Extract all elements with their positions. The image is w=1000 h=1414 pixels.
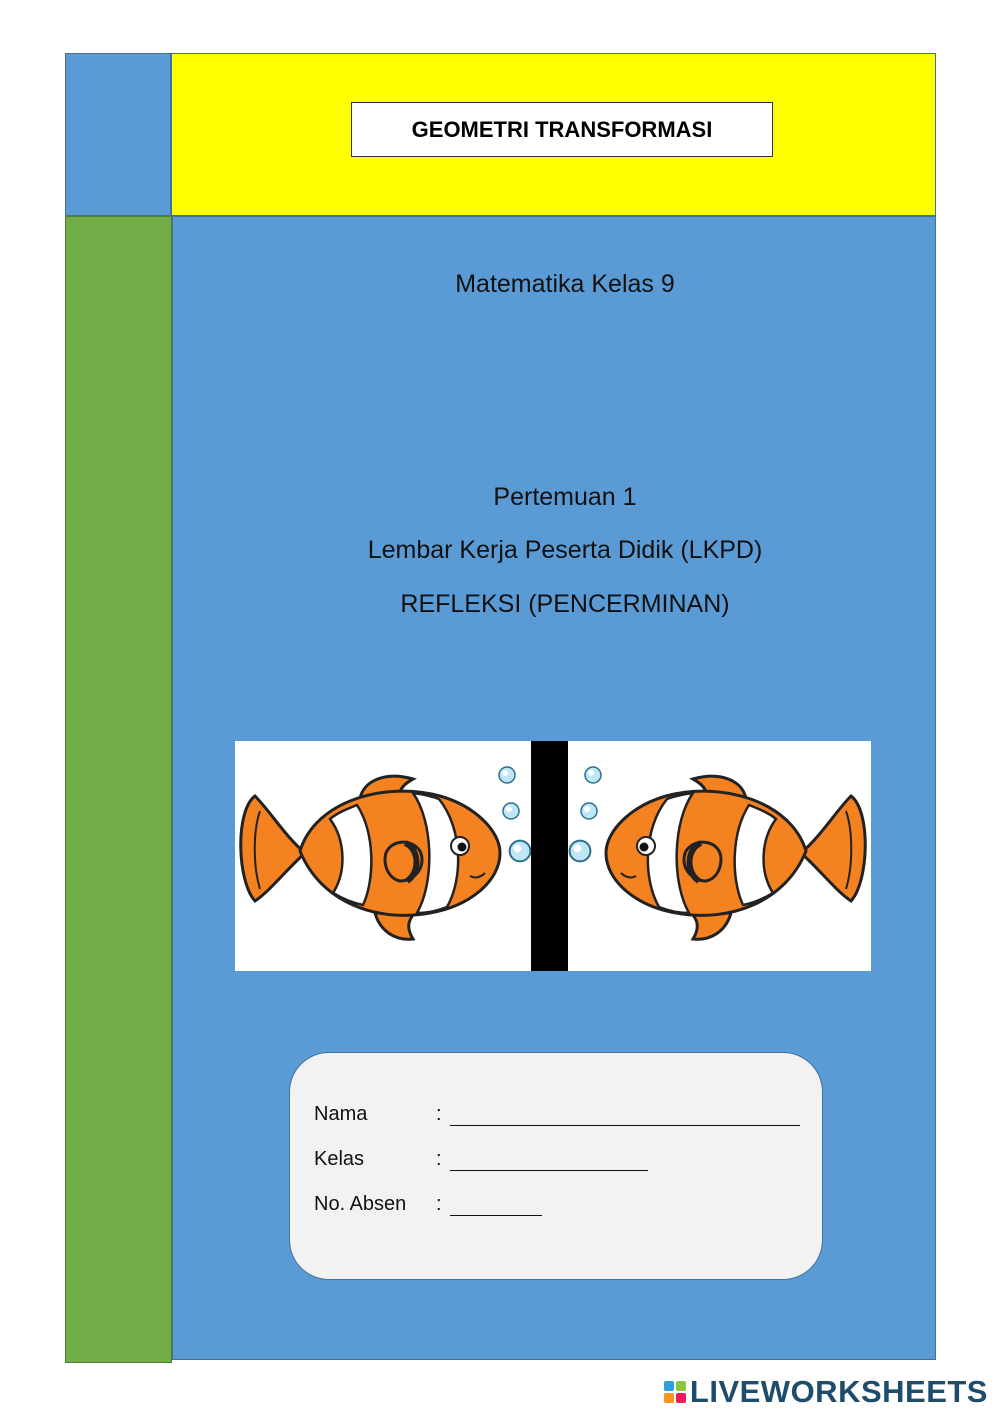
- form-row-kelas: [314, 1148, 648, 1171]
- clownfish-reflection-illustration: [235, 741, 871, 971]
- clownfish-mirror-icon: [235, 741, 871, 971]
- frame-left-top-block: [65, 53, 171, 216]
- form-label: Kelas: [314, 1148, 365, 1170]
- form-row-nama: [314, 1103, 800, 1126]
- worksheet-text: Lembar Kerja Peserta Didik (LKPD): [367, 536, 763, 564]
- student-info-form: [289, 1052, 823, 1280]
- form-colon: :: [436, 1193, 442, 1215]
- form-row-no-absen: [314, 1193, 542, 1216]
- form-colon: :: [436, 1103, 442, 1125]
- left-fish: [241, 776, 500, 939]
- form-label: No. Absen: [314, 1193, 407, 1215]
- page-title: GEOMETRI TRANSFORMASI: [351, 102, 773, 157]
- right-fish: [606, 776, 865, 939]
- meeting-text: Pertemuan 1: [493, 483, 637, 511]
- liveworksheets-logo-icon: [664, 1381, 686, 1403]
- no-absen-field[interactable]: [450, 1197, 542, 1216]
- mirror-line: [531, 741, 568, 971]
- watermark-text: LIVEWORKSHEETS: [689, 1374, 988, 1409]
- subject-text: Matematika Kelas 9: [455, 270, 675, 298]
- liveworksheets-watermark: [664, 1374, 988, 1410]
- form-label: Nama: [314, 1103, 368, 1125]
- frame-left-green-strip: [65, 216, 172, 1363]
- nama-field[interactable]: [450, 1107, 800, 1126]
- form-colon: :: [436, 1148, 442, 1170]
- kelas-field[interactable]: [450, 1152, 648, 1171]
- topic-text: REFLEKSI (PENCERMINAN): [400, 590, 730, 618]
